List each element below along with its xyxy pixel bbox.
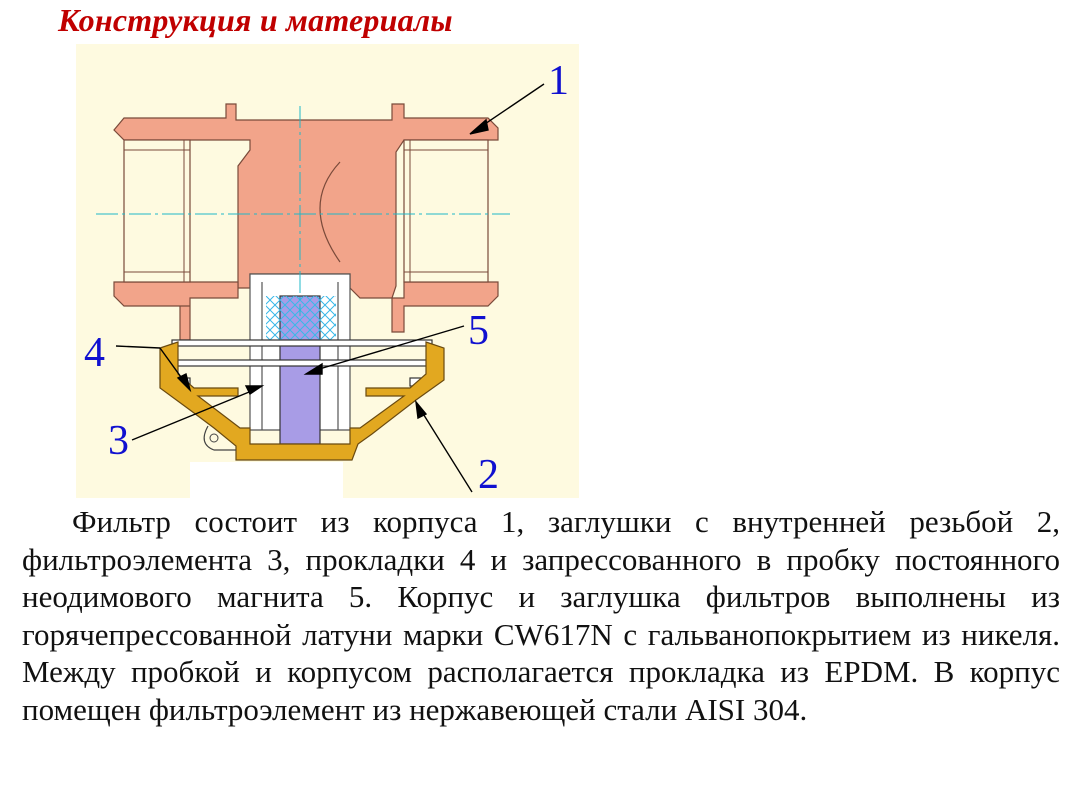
section-title: Конструкция и материалы: [58, 2, 453, 38]
description-paragraph: Фильтр состоит из корпуса 1, заглушки с внутренней резьбой 2, фильтроэлемента 3, прокладки 4 и запрессованного в пробку постоянного неодимового магнита 5. Корпус и заглушка фильтров выполнены из горячепрессованной латуни марки CW617N с гальванопокрытием из никеля. Между пробкой и корпусом располагается прокладка из EPDM. В корпус помещен фильтроэлемент из нержавеющей стали AISI 304.: [22, 504, 1060, 727]
callout-4: 4: [84, 330, 105, 376]
callout-3: 3: [108, 418, 129, 464]
callout-5: 5: [468, 308, 489, 354]
callout-1: 1: [548, 58, 569, 104]
drawing-background-gap: [190, 462, 343, 500]
callout-2: 2: [478, 452, 499, 498]
